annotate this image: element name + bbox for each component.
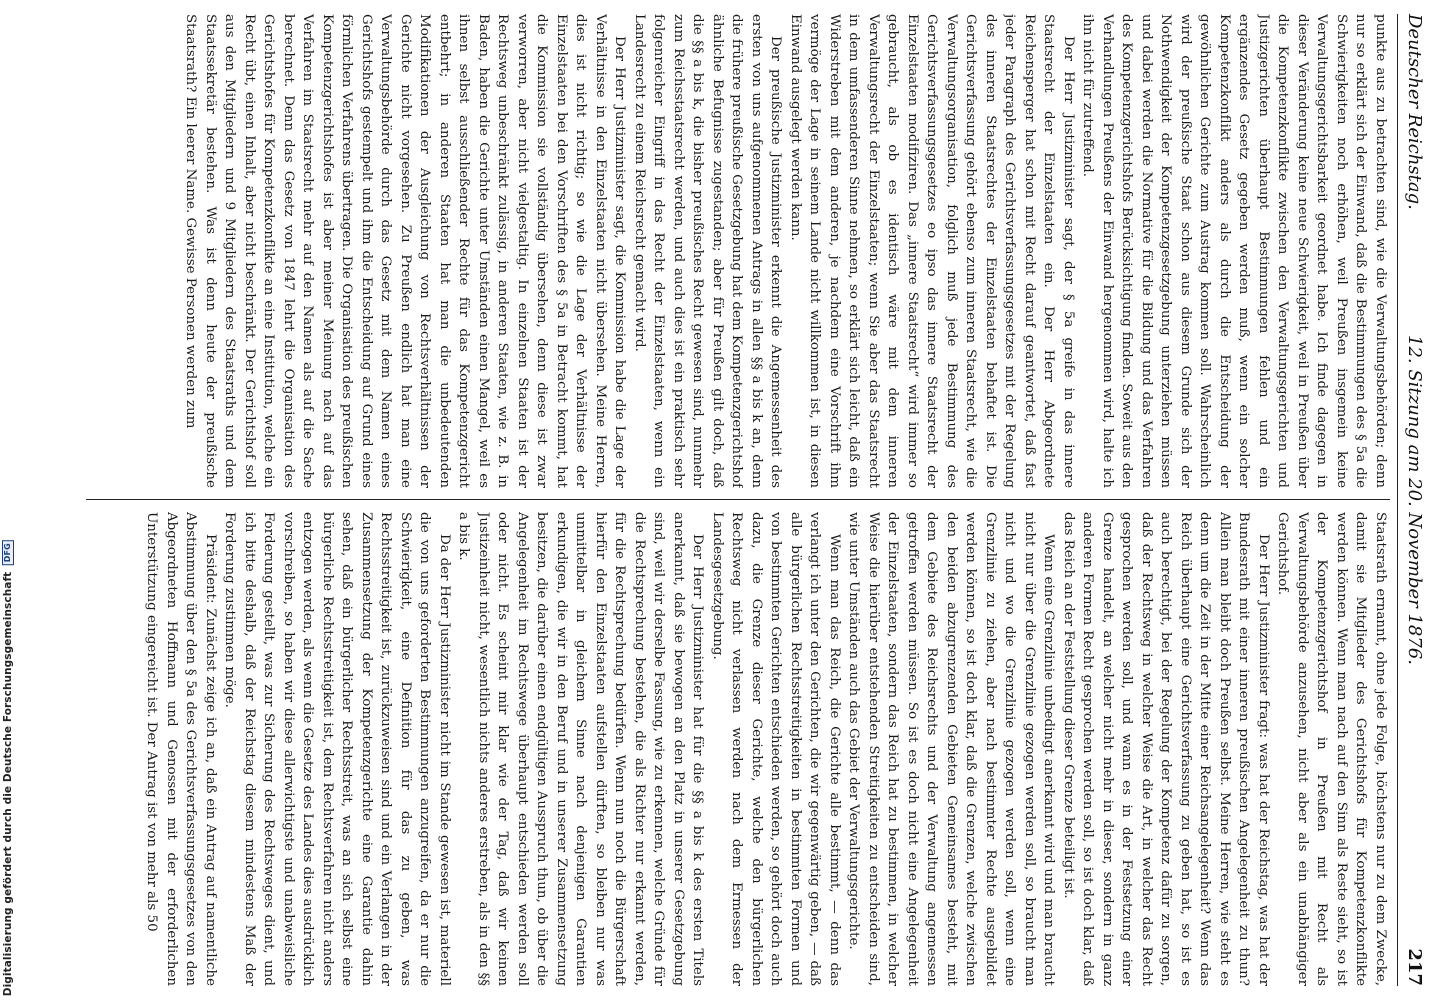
- paragraph: Wenn man das Reich, die Gerichte alle bestimmt, — denn das verlangt ich unter den Gerichten, die wir gegenwärtig geben, — daß alle bürgerlichen Rechtsstreitigkeiten in bestimmten Formen und von bestimmten Gerichten entschieden werden, so gehört doch auch dazu, die Grenze dieser Gerichte, welche den bürgerlichen Rechtsweg nicht verlassen werden nach dem Ermessen der Landesgesetzgebung.: [710, 512, 842, 986]
- paragraph: Der Herr Justizminister fragt: was hat der Reichstag, was hat der Bundesrath mit einer inneren preußischen Angelegenheit zu thun? Allein man bleibt doch Preußen selbst. Meine Herren, wie steht es denn um die Zeit in der Mitte einer Reichsangelegenheit? Wenn das Reich überhaupt eine Gerichtsverfassung zu geben hat, so ist es auch berechtigt, bei der Regelung der Kompetenz dafür zu sorgen, daß der Rechtsweg in welcher Weise die Art, in welcher das Recht gesprochen werden soll, und wann es in der Festsetzung einer Grenze handelt, an welcher nicht mehr in dieser, sondern in ganz anderen Formen Recht gesprochen werden soll, so ist doch klar, daß das Reich an der Feststellung dieser Grenze beteiligt ist.: [1061, 512, 1271, 986]
- digitization-margin: [0, 0, 20, 1000]
- digitization-note-text: Digitalisierung gefördert durch die Deutsche Forschungsgemeinschaft: [2, 571, 14, 996]
- page-content: [80, 0, 1432, 1000]
- paragraph: Staatsrath ernannt, ohne jede Folge, höchstens nur zu dem Zwecke, damit sie Mitglieder des Gerichtshofs für Kompetenzkonflikte werden können. Wenn man nach auf den Sinn als Reste sieht, so ist der Kompetenzgerichtshof in Preußen mit Recht als Verwaltungsbehörde anzusehen, nicht aber als ein unabhängiger Gerichtshof.: [1275, 512, 1388, 986]
- paragraph: Der Herr Justizminister sagt, die Kommission habe die Lage der Verhältnisse in den Einzelstaaten nicht übersehen. Meine Herren, dies ist nicht richtig; so wie die Lage der Verhältnisse der Einzelstaaten bei den Vorschriften des § 5a in Betracht kommt, hat die Kommission sie vollständig übersehen, denn diese ist zwar verworren, aber nicht vielgestaltig. In einzelnen Staaten ist der Rechtsweg unbeschränkt zulässig, in anderen Staaten, wie z. B. in Baden, haben die Gerichte unter Umständen einen Mangel, weil es ihnen selbst ausschließender Rechte für das Kompetenzgericht entbehrt; in anderen Staaten hat man die unbedeutenden Modifikationen der Ausgleichung von Rechtsverhältnissen der Gerichte nicht vorgesehen. Zu Preußen endlich hat man eine Verwaltungsbehörde durch das Gesetz mit dem Namen eines Gerichtshofs gestempelt und ihm die Entscheidung auf Grund eines förmlichen Verfahrens übertragen. Die Organisation des preußischen Kompetenzgerichtshofes ist aber meiner Meinung nach auf das Verfahren im Staatsrecht mehr auf den Namen als auf die Sache berechnet. Denn das Gesetz von 1847 lehrt die Organisation des Gerichtshofes für Kompetenzkonflikte an eine Institution, welche ein Recht übt, einen Inhalt, aber nicht beschränkt. Der Gerichtshof soll aus den Mitgliedern und 9 Mitgliedern des Staatsraths und dem Staatssekretär bestehen. Was ist denn heute der preußische Staatsrath? Ein leerer Name. Gewisse Personen werden zum: [183, 14, 628, 488]
- paragraph: Da der Herr Justizminister nicht im Stande gewesen ist, materiell die von uns geforderten Bestimmungen anzugreifen, da er nur die Schwierigkeit, eine Definition für das zu geben, was Rechtsstreitigkeit ist, zurückzuweisen sind und ein Verlangen in der Zusammensetzung der Kompetenzgerichte eine Garantie dahin sehen, daß ein bürgerlicher Rechtsstreit, was an sich selbst eine bürgerliche Rechtsstreitigkeit ist, dem Rechtsverfahren nicht anders entzogen werden, als wenn die Gesetze des Landes dies ausdrücklich vorschreiben, so haben wir diese allerwichtigste und unabweisliche Forderung gestellt, was zur Sicherung des Rechtsweges dient, und ich bitte deshalb, daß der Reichstag diesem mindestens Maß der Forderung zustimmen möge.: [222, 512, 452, 986]
- scanned-page: [80, 0, 1432, 1000]
- paragraph: punkte aus zu betrachten sind, wie die Verwaltungsbehörden; denn nur so erklärt sich der Einwand, daß die Bestimmungen des § 5a die Schwierigkeiten noch erhöhen, weil Preußen insgemein keine Verwaltungsgerichtsbarkeit geordnet habe. Ich finde dagegen in dieser Veränderung keine neue Schwierigkeit, weil in Preußen über die Kompetenzkonflikte zwischen den Verwaltungsgerichten und Justizgerichten überhaupt Bestimmungen fehlen und ein ergänzendes Gesetz gegeben werden muß, wenn ein solcher Kompetenzkonflikt anders als durch die Entscheidung der gewöhnlichen Gerichte zum Austrag kommen soll. Wahrscheinlich wird der preußische Staat schon aus diesem Grunde sich der Nothwendigkeit der Kompetenzgesetzgebung unterziehen müssen und dabei werden die Normative für die Bildung und das Verfahren des Kompetenzgerichtshofs Berücksichtigung finden. Soweit aus den Verhandlungen Preußens der Einwand hergenommen wird, halte ich ihn nicht für zutreffend.: [1080, 14, 1388, 488]
- paragraph: Der Herr Justizminister sagt, der § 5a greife in das innere Staatsrecht der Einzelstaaten ein. Der Herr Abgeordnete Reichensperger hat schon mit Recht darauf geantwortet, daß fast jeder Paragraph des Gerichtsverfassungsgesetzes mit der Regelung des inneren Staatsrechtes der Einzelstaaten behaftet ist. Die Gerichtsverfassung gehört ebenso zum inneren Staatsrecht, wie die Verwaltungsorganisation, folglich muß jede Bestimmung des Gerichtsverfassungsgesetzes eo ipso das innere Staatsrecht der Einzelstaaten modifiziren. Das „innere Staatsrecht“ wird immer so gebraucht, als ob es identisch wäre mit dem inneren Verwaltungsrecht der Einzelstaaten; wenn Sie aber das Staatsrecht in dem umfassenderen Sinne nehmen, so erklärt sich leicht, daß ein Widerstreben mit dem anderen, je nachdem eine Vorschrift ihm vermöge der Lage in seinem Lande nicht willkommen ist, in diesen Einwand ausgelegt werden kann.: [788, 14, 1076, 488]
- paragraph: Wenn eine Grenzlinie unbedingt anerkannt wird und man braucht nicht nur über die Grenzlinie gezogen werden soll, so braucht man nicht und wo die Grenzlinie gezogen werden soll, wenn eine Grenzlinie zu ziehen, aber nach bestimmter Rechte ausgebildet werden können, so ist doch klar, daß die Grenzen, welche zwischen den beiden abzugrenzenden Gebieten Gemeinsames besteht, mit dem Gebiete des Reichsrechts und der Verwaltung angemessen getroffen werden müssen. So ist es doch nicht eine Angelegenheit der Einzelstaaten, sondern das Reich hat zu bestimmen, in welcher Weise die hierüber entstehenden Streitigkeiten zu entscheiden sind, wie unter Umständen auch das Gebiet der Verwaltungsgerichte.: [846, 512, 1057, 986]
- header-session: 12. Sitzung am 20. November 1876.: [1404, 335, 1425, 665]
- left-column: [86, 14, 1390, 488]
- digitization-note: [2, 540, 18, 996]
- column-divider: [86, 499, 1390, 500]
- paragraph: Der preußische Justizminister erkennt die Angemessenheit des ersten von uns aufgenommenen Antrags in allen §§ a bis k an, denn die frühere preußische Gesetzgebung hat dem Kompetenzgerichtshof ähnliche Befugnisse zugestanden; aber für Preußen gilt doch, daß die §§ a bis k, die bisher preußisches Recht gewesen sind, nunmehr zum Reichsstaatsrecht werden, und auch dies ist ein praktisch sehr folgenreicher Eingriff in das Recht der Einzelstaaten, wenn ein Landesrecht zu einem Reichsrecht gemacht wird.: [632, 14, 784, 488]
- paragraph: Präsident: Zunächst zeige ich an, daß ein Antrag auf namentliche Abstimmung über den § 5a des Gerichtsverfassungsgesetzes von den Abgeordneten Hoffmann und Genossen mit der erforderlichen Unterstützung eingereicht ist. Der Antrag ist von mehr als 50: [144, 512, 218, 986]
- page-number: 217: [1404, 948, 1425, 986]
- paragraph: Der Herr Justizminister hat für die §§ a bis k des ersten Titels anerkannt, daß sie bewogen an den Platz in unserer Gesetzgebung sind, weil wir derselbe Fassung, wie zu erkennen, welche Gründe für die Rechtsprechung bestehen, die als Richter nur erkannt werden, für die Rechtsprechung bedürfen. Wenn nun noch die Bürgerschaft hierfür den Einzelstaaten aufstellen dürften, so bleiben nur was unmittelbar in gleichem Sinne nach denjenigen Garantien erkundigen, die wir in den Beruf und in unserer Zusammensetzung besitzen, die darüber einen endgültigen Ausspruch thun, ob über die Angelegenheit im Rechtswege überhaupt entschieden werden soll oder nicht. Es scheint mir klar wie der Tag, daß wir keinen Justizeinheit nicht, wesentlich nichts anderes erstreben, als in den §§ a bis k.: [456, 512, 706, 986]
- page-header: [1397, 14, 1428, 986]
- header-publication: Deutscher Reichstag.: [1404, 14, 1425, 210]
- dfg-logo: DFG: [2, 540, 14, 565]
- right-column: [86, 512, 1390, 986]
